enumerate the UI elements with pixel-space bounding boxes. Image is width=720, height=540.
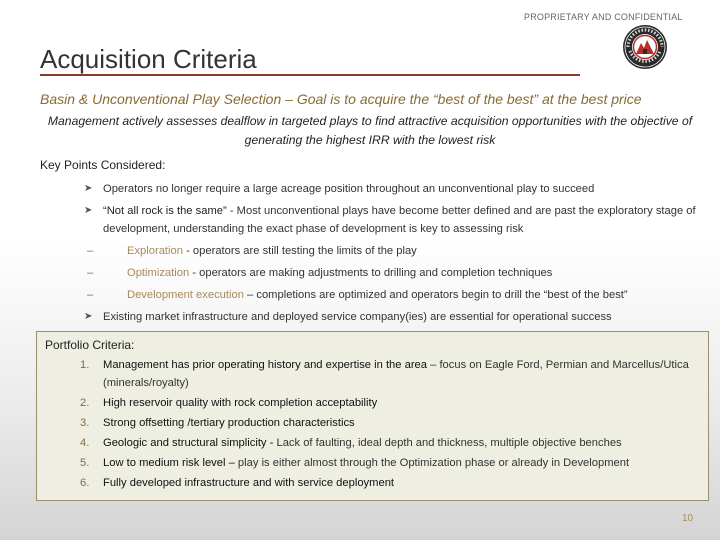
key-point-item: [40, 308, 700, 326]
key-points-list: [40, 180, 700, 330]
key-point-subitem: [40, 242, 700, 260]
criterion-title: High reservoir quality with rock completion acceptability: [103, 397, 378, 409]
dash-bullet: –: [87, 245, 94, 257]
criterion-number: 3.: [80, 417, 90, 429]
phase-label-exploration: Exploration: [127, 245, 183, 257]
portfolio-criterion: [45, 474, 695, 492]
phase-label-optimization: Optimization: [127, 267, 190, 279]
title-divider: [40, 74, 580, 76]
criterion-title: Management has prior operating history and expertise in the area: [103, 359, 428, 371]
page-subtitle: Basin & Unconventional Play Selection – Goal is to acquire the “best of the best” at the best price: [40, 91, 642, 107]
confidential-label: PROPRIETARY AND CONFIDENTIAL: [524, 12, 683, 22]
key-point-emphasis: “Not all rock is the same”: [103, 205, 227, 217]
criterion-number: 4.: [80, 437, 90, 449]
phase-description: – completions are optimized and operators begin to drill the “best of the best”: [243, 289, 628, 301]
portfolio-criteria-box: [36, 331, 709, 501]
key-points-heading: Key Points Considered:: [40, 158, 166, 172]
dash-bullet: –: [87, 289, 94, 301]
criterion-number: 5.: [80, 457, 90, 469]
phase-description: - operators are still testing the limits of the play: [182, 245, 417, 257]
key-point-item: [40, 180, 700, 198]
company-logo-icon: [622, 24, 668, 70]
criterion-detail: – focus on Eagle Ford, Permian and Marcellus/Utica (minerals/royalty): [103, 359, 689, 389]
criterion-title: Geologic and structural simplicity -: [103, 437, 274, 449]
criterion-number: 1.: [80, 359, 90, 371]
portfolio-criterion: [45, 356, 695, 392]
key-point-text: Existing market infrastructure and deployed service company(ies) are essential for operational success: [103, 311, 612, 323]
dash-bullet: –: [87, 267, 94, 279]
portfolio-criterion: [45, 434, 695, 452]
key-point-subitem: [40, 286, 700, 304]
key-point-text: [85, 202, 700, 238]
phase-description: - operators are making adjustments to drilling and completion techniques: [189, 267, 553, 279]
arrow-bullet-icon: ➤: [84, 205, 93, 216]
key-point-detail: - Most unconventional plays have become better defined and are past the exploratory stage of development, understanding the exact phase of development is key to assessing risk: [103, 205, 696, 235]
arrow-bullet-icon: ➤: [84, 183, 93, 194]
portfolio-heading: Portfolio Criteria:: [45, 338, 135, 352]
criterion-detail: play is either almost through the Optimization phase or already in Development: [234, 457, 630, 469]
page-number: 10: [682, 513, 694, 524]
criterion-title: Fully developed infrastructure and with service deployment: [103, 477, 395, 489]
key-point-item: [40, 202, 700, 238]
criterion-detail: Lack of faulting, ideal depth and thickness, multiple objective benches: [273, 437, 622, 449]
intro-statement: Management actively assesses dealflow in targeted plays to find attractive acquisition opportunities with the objective of generating the highest IRR with the lowest risk: [47, 114, 693, 147]
page-title: Acquisition Criteria: [40, 44, 257, 74]
criterion-title: Low to medium risk level –: [103, 457, 235, 469]
key-point-text: Operators no longer require a large acreage position throughout an unconventional play to succeed: [103, 183, 595, 195]
criterion-number: 6.: [80, 477, 90, 489]
portfolio-criterion: [45, 414, 695, 432]
portfolio-criteria-list: [45, 356, 695, 494]
portfolio-criterion: [45, 394, 695, 412]
arrow-bullet-icon: ➤: [84, 311, 93, 322]
phase-label-development: Development execution: [127, 289, 244, 301]
criterion-number: 2.: [80, 397, 90, 409]
portfolio-criterion: [45, 454, 695, 472]
criterion-title: Strong offsetting /tertiary production characteristics: [103, 417, 355, 429]
key-point-subitem: [40, 264, 700, 282]
